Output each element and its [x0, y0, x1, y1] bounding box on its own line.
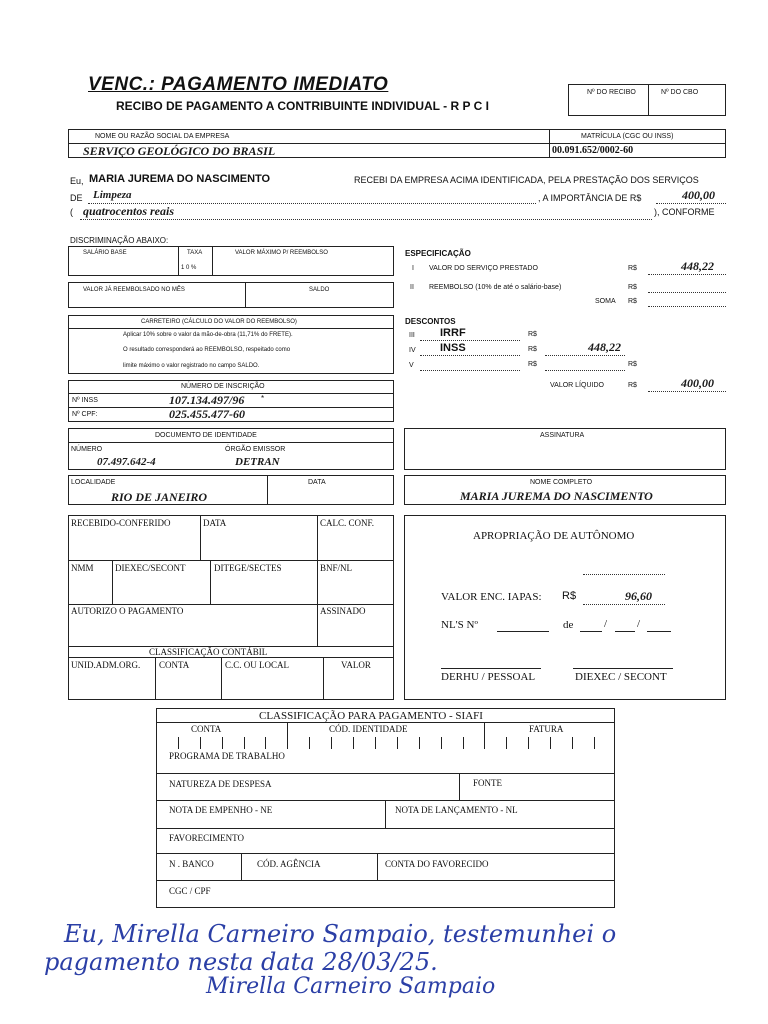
apropriacao-diexec-label: DIEXEC / SECONT: [575, 671, 667, 683]
cbo-label: Nº DO CBO: [661, 89, 699, 96]
banco-label: N . BANCO: [169, 859, 214, 869]
item-v-currency-2: R$: [628, 361, 637, 368]
apropriacao-box: [404, 515, 726, 700]
descontos-title: DESCONTOS: [405, 317, 456, 326]
cpf-label: Nº CPF:: [72, 411, 98, 418]
de-label: DE: [70, 193, 83, 203]
agencia-label: CÓD. AGÊNCIA: [257, 859, 321, 869]
soma-currency: R$: [628, 298, 637, 305]
servico-value: Limpeza: [93, 189, 132, 201]
liquido-label: VALOR LÍQUIDO: [550, 382, 604, 389]
nome-completo-box: [404, 475, 726, 505]
importancia-text: , A IMPORTÂNCIA DE R$: [538, 193, 642, 203]
nls-slash-1: /: [604, 618, 608, 630]
siafi-title: CLASSIFICAÇÃO PARA PAGAMENTO - SIAFI: [259, 710, 483, 722]
localidade-box: [68, 475, 394, 505]
valor-enc-value: 96,60: [625, 589, 652, 603]
item-ii-currency: R$: [628, 284, 637, 291]
programa-label: PROGRAMA DE TRABALHO: [169, 751, 285, 761]
cgc-label: CGC / CPF: [169, 886, 211, 896]
valor-declarado: 400,00: [682, 188, 715, 202]
taxa-label: TAXA: [187, 250, 203, 256]
item-i-label: VALOR DO SERVIÇO PRESTADO: [429, 265, 538, 272]
valor-enc-currency: R$: [562, 590, 577, 602]
cpf-value: 025.455.477-60: [169, 407, 245, 421]
conforme-text: ), CONFORME: [654, 207, 715, 217]
diexec-label: DIEXEC/SECONT: [115, 563, 186, 573]
liquido-value: 400,00: [681, 376, 714, 390]
data-label: DATA: [308, 479, 326, 486]
item-ii-num: II: [410, 284, 414, 291]
inss-mark: *: [261, 394, 265, 403]
bnf-label: BNF/NL: [320, 563, 353, 573]
inscricao-title: NÚMERO DE INSCRIÇÃO: [181, 383, 265, 390]
nls-de-label: de: [563, 619, 574, 631]
apropriacao-title: APROPRIAÇÃO DE AUTÔNOMO: [473, 530, 635, 542]
liquido-currency: R$: [628, 382, 637, 389]
recebido-label: RECEBIDO-CONFERIDO: [71, 518, 171, 528]
item-i-value: 448,22: [681, 259, 714, 273]
soma-label: SOMA: [595, 298, 616, 305]
nome-completo-label: NOME COMPLETO: [530, 479, 593, 486]
item-iv-num: IV: [409, 347, 416, 354]
carreteiro-box: [68, 315, 394, 374]
unid-label: UNID.ADM.ORG.: [71, 660, 141, 670]
controle-data-label: DATA: [203, 518, 227, 528]
localidade-label: LOCALIDADE: [71, 479, 116, 486]
empresa-value: SERVIÇO GEOLÓGICO DO BRASIL: [83, 144, 276, 158]
testimony-signature: Mirella Carneiro Sampaio: [206, 974, 496, 999]
localidade-value: RIO DE JANEIRO: [111, 490, 208, 504]
eu-label: Eu,: [70, 176, 84, 186]
inss-desconto-label: INSS: [440, 342, 466, 354]
assinatura-label: ASSINATURA: [540, 432, 585, 439]
recebi-text: RECEBI DA EMPRESA ACIMA IDENTIFICADA, PELA PRESTAÇÃO DOS SERVIÇOS: [354, 175, 699, 185]
ditege-label: DITEGE/SECTES: [214, 563, 282, 573]
carreteiro-line-1: Aplicar 10% sobre o valor da mão-de-obra (11,71% do FRETE).: [123, 332, 293, 338]
assinado-label: ASSINADO: [320, 606, 366, 616]
testimony-line-1: Eu, Mirella Carneiro Sampaio, testemunhei o: [64, 920, 617, 948]
inscricao-box: [68, 380, 394, 422]
inss-label: Nº INSS: [72, 397, 98, 404]
irrf-label: IRRF: [440, 327, 466, 339]
inss-desconto-currency: R$: [528, 346, 537, 353]
item-v-currency: R$: [528, 361, 537, 368]
recibo-label: Nº DO RECIBO: [587, 89, 636, 96]
siafi-conta-label: CONTA: [191, 724, 222, 734]
stamp-title: VENC.: PAGAMENTO IMEDIATO: [88, 74, 389, 95]
valor-enc-label: VALOR ENC. IAPAS:: [441, 591, 542, 603]
nmm-label: NMM: [71, 563, 94, 573]
autorizo-label: AUTORIZO O PAGAMENTO: [71, 606, 184, 616]
numero-value: 07.497.642-4: [97, 456, 156, 468]
cc-label: C.C. OU LOCAL: [225, 660, 290, 670]
numero-label: NÚMERO: [71, 446, 103, 453]
especificacao-title: ESPECIFICAÇÃO: [405, 249, 471, 258]
salario-base-label: SALÁRIO BASE: [83, 250, 127, 256]
fonte-label: FONTE: [473, 778, 502, 788]
siafi-box: [156, 708, 615, 908]
valor-label: VALOR: [341, 660, 371, 670]
matricula-label: MATRÍCULA (CGC OU INSS): [581, 133, 674, 140]
conta-favorecido-label: CONTA DO FAVORECIDO: [385, 859, 489, 869]
natureza-label: NATUREZA DE DESPESA: [169, 779, 272, 789]
orgao-label: ÓRGÃO EMISSOR: [225, 446, 286, 453]
empresa-box: [68, 129, 726, 158]
reembolsado-label: VALOR JÁ REEMBOLSADO NO MÊS: [83, 287, 185, 293]
item-ii-label: REEMBOLSO (10% de até o salário-base): [429, 284, 562, 291]
carreteiro-line-2: O resultado corresponderá ao REEMBOLSO, respeitado como: [123, 347, 291, 353]
saldo-label: SALDO: [309, 287, 330, 293]
item-iii-num: III: [409, 332, 415, 339]
matricula-value: 00.091.652/0002-60: [552, 145, 634, 156]
reembolsado-box: [68, 282, 394, 308]
form-title: RECIBO DE PAGAMENTO A CONTRIBUINTE INDIVIDUAL - R P C I: [116, 99, 489, 113]
carreteiro-title: CARRETEIRO (CÁLCULO DO VALOR DO REEMBOLSO): [141, 319, 297, 325]
taxa-value: 1 0 %: [181, 265, 197, 271]
identidade-title: DOCUMENTO DE IDENTIDADE: [155, 432, 257, 439]
fatura-label: FATURA: [529, 724, 564, 734]
identidade-box: [68, 428, 394, 470]
conta-label: CONTA: [159, 660, 190, 670]
inss-desconto-value: 448,22: [588, 340, 621, 354]
paren-open: (: [70, 207, 73, 217]
recibo-box: [568, 84, 726, 116]
lancamento-label: NOTA DE LANÇAMENTO - NL: [395, 805, 518, 815]
empenho-label: NOTA DE EMPENHO - NE: [169, 805, 273, 815]
derhu-label: DERHU / PESSOAL: [441, 671, 536, 683]
valor-maximo-label: VALOR MÁXIMO P/ REEMBOLSO: [235, 250, 328, 256]
salario-box: [68, 246, 394, 276]
testimony-line-2: pagamento nesta data 28/03/25.: [44, 948, 438, 976]
empresa-label: NOME OU RAZÃO SOCIAL DA EMPRESA: [95, 133, 230, 140]
item-i-currency: R$: [628, 265, 637, 272]
discriminacao-title: DISCRIMINAÇÃO ABAIXO:: [70, 236, 169, 245]
nls-slash-2: /: [637, 618, 641, 630]
calc-label: CALC. CONF.: [320, 518, 375, 528]
valor-extenso: quatrocentos reais: [83, 204, 175, 218]
nome-completo-value: MARIA JUREMA DO NASCIMENTO: [460, 489, 653, 503]
assinatura-box[interactable]: [404, 428, 726, 470]
favorecimento-label: FAVORECIMENTO: [169, 833, 245, 843]
cod-identidade-label: CÓD. IDENTIDADE: [329, 724, 408, 734]
irrf-currency: R$: [528, 331, 537, 338]
item-i-num: I: [412, 265, 414, 272]
nls-label: NL'S Nº: [441, 619, 478, 631]
controle-box: [68, 515, 394, 700]
item-v-num: V: [409, 362, 414, 369]
orgao-value: DETRAN: [235, 456, 280, 468]
classificacao-label: CLASSIFICAÇÃO CONTÁBIL: [149, 647, 268, 657]
inss-value: 107.134.497/96: [169, 393, 245, 407]
nome-declarante: MARIA JUREMA DO NASCIMENTO: [89, 173, 271, 185]
carreteiro-line-3: limite máximo o valor registrado no campo SALDO.: [123, 363, 260, 369]
